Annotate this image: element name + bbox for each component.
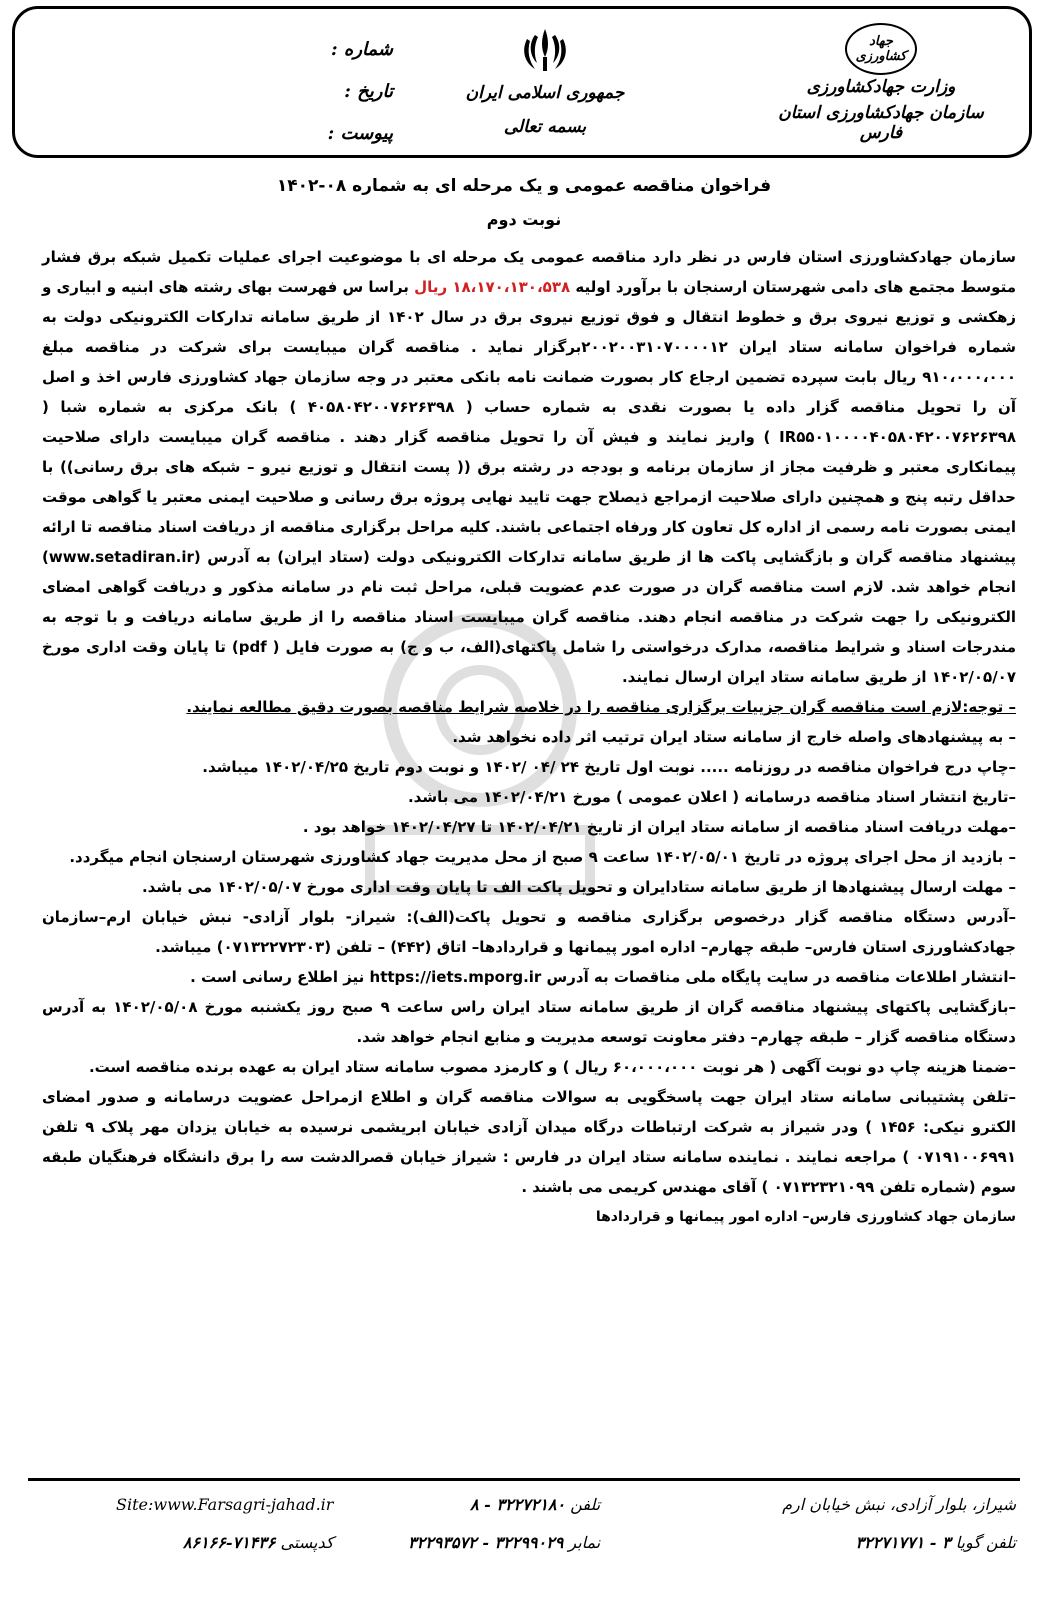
list-item: –انتشار اطلاعات مناقصه در سایت پایگاه ملی مناقصات به آدرس https://iets.mporg.ir نیز اطلاع رسانی است . (190, 968, 1016, 986)
footer-phone-col (408, 1488, 600, 1564)
organization-name: سازمان جهادکشاورزی استان فارس (778, 103, 984, 143)
list-item: – به پیشنهادهای واصله خارج از سامانه ستاد ایران ترتیب اثر داده نخواهد شد. (452, 728, 1016, 746)
number-label: شماره : (330, 39, 393, 60)
ministry-block (761, 23, 1001, 143)
list-item: – مهلت ارسال پیشنهادها از طریق سامانه ستادایران و تحویل پاکت الف تا پایان وقت اداری مورخ ۱۴۰۲/۰۵/۰۷ می باشد. (141, 878, 1016, 896)
estimate-amount: ۱۸،۱۷۰،۱۳۰،۵۳۸ ریال (414, 278, 571, 296)
iran-emblem-icon (521, 25, 569, 75)
signature-line: سازمان جهاد کشاورزی فارس– اداره امور پیمانها و قراردادها (595, 1209, 1016, 1225)
note-line: – توجه:لازم است مناقصه گران جزییات برگزاری مناقصه را در خلاصه شرایط مناقصه بصورت دقیق مطالعه نمایند. (186, 698, 1016, 716)
ministry-logo: جهاد کشاورزی (845, 23, 917, 75)
country-name: جمهوری اسلامی ایران (465, 83, 625, 103)
document-title: فراخوان مناقصه عمومی و یک مرحله ای به شماره ۰۸-۱۴۰۲ (276, 176, 772, 196)
list-item: –مهلت دریافت اسناد مناقصه از سامانه ستاد ایران از تاریخ ۱۴۰۲/۰۴/۲۱ تا ۱۴۰۲/۰۴/۲۷ خواهد بود . (302, 818, 1016, 836)
date-label: تاریخ : (344, 81, 393, 102)
footer-site-col (116, 1488, 333, 1564)
list-item: – بازدید از محل اجرای پروژه در تاریخ ۱۴۰۲/۰۵/۰۱ ساعت ۹ صبح از محل مدیریت جهاد کشاورزی شهرستان ارسنجان انجام میگردد. (69, 848, 1016, 866)
intro-paragraph: سازمان جهادکشاورزی استان فارس در نظر دارد مناقصه عمومی یک مرحله ای با موضوعیت اجرای عملیات تکمیل شبکه برق فشار متوسط مجتمع های دامی شهرستان ارسنجان با برآورد اولیه ۱۸،۱۷۰،۱۳۰،۵۳۸ ریال براسا س فهرست بهای رشته های ابنیه و ابیاری و زهکشی و توزیع نیروی برق و خطوط انتقال و فوق توزیع نیروی برق در سال ۱۴۰۲ از طریق سامانه تدارکات الکترونیکی دولت به شماره فراخوان سامانه ستاد ایران ۲۰۰۲۰۰۳۱۰۷۰۰۰۰۱۲برگزار نماید . مناقصه گران میبایست برای شرکت در مناقصه مبلغ ۹۱۰،۰۰۰،۰۰۰ ریال بابت سپرده تضمین ارجاع کار بصورت ضمانت نامه بانکی معتبر در وجه سازمان جهاد کشاورزی فارس اخذ و اصل آن را تحویل مناقصه گزار داده یا بصورت نقدی به شماره حساب ( ۴۰۵۸۰۴۲۰۰۷۶۲۶۳۹۸ ) بانک مرکزی به شماره شبا ( IR۵۵۰۱۰۰۰۰۴۰۵۸۰۴۲۰۰۷۶۲۶۳۹۸ ) واریز نمایند و فیش آن را تحویل مناقصه گزار دهند . مناقصه گران میبایست دارای صلاحیت پیمانکاری معتبر و ظرفیت مجاز از سازمان برنامه و بودجه در رشته برق (( پست انتقال و توزیع نیرو – شبکه های برق رسانی)) با حداقل رتبه پنج و همچنین دارای صلاحیت ازمراجع ذیصلاح جهت تایید نهایی پروژه برق رسانی و صلاحیت ایمنی معتبر یا گواهی موقت ایمنی بصورت نامه رسمی از اداره کل تعاون کار ورفاه اجتماعی باشند. کلیه مراحل برگزاری مناقصه از دریافت اسناد مناقصه تا ارائه پیشنهاد مناقصه گران و بازگشایی پاکت ها از طریق سامانه تدارکات الکترونیکی دولت (ستاد ایران) به آدرس (www.setadiran.ir) انجام خواهد شد. لازم است مناقصه گران در صورت عدم عضویت قبلی، مراحل ثبت نام در سامانه مذکور و دریافت گواهی امضای الکترونیکی را جهت شرکت در مناقصه انجام دهند. مناقصه گران میبایست اسناد مناقصه را از طریق سامانه دریافت و با توجه به مندرجات اسناد و شرایط مناقصه، مدارک درخواستی را شامل پاکتهای(الف، ب و ج) به صورت فایل ( pdf) تا پایان وقت اداری مورخ ۱۴۰۲/۰۵/۰۷ از طریق سامانه ستاد ایران ارسال نمایند. (42, 248, 1017, 686)
footer-phone-short: تلفن گویا ۳ - ۳۲۲۷۱۷۷۱ (855, 1533, 1016, 1552)
list-item: –تلفن پشتیبانی سامانه ستاد ایران جهت پاسخگویی به سوالات مناقصه گران و اطلاع ازمراحل عضویت درسامانه و صدور امضای الکترو نیکی: ۱۴۵۶ ) ودر شیراز به شرکت ارتباطات درگاه میدان آزادی خیابان ابریشمی نرسیده به خیابان یزدان مهر پلاک ۹ تلفن ۰۷۱۹۱۰۰۶۹۹۱ ) مراجعه نمایند . نماینده سامانه ستاد ایران در فارس : شیراز خیابان قصرالدشت سه را برق دانشگاه فرهنگیان طبقه سوم (شماره تلفن ۰۷۱۳۲۳۲۱۰۹۹ ) آقای مهندس کریمی می باشند . (42, 1088, 1016, 1196)
footer-site[interactable]: Site:www.Farsagri-jahad.ir (116, 1495, 334, 1514)
letterhead-frame (12, 6, 1032, 158)
letter-footer (28, 1488, 1020, 1598)
list-item: –ضمنا هزینه چاپ دو نوبت آگهی ( هر نوبت ۶۰،۰۰۰،۰۰۰ ریال ) و کارمزد مصوب سامانه ستاد ایران به عهده برنده مناقصه است. (88, 1058, 1016, 1076)
invocation: بسمه تعالی (503, 117, 587, 137)
list-item: –آدرس دستگاه مناقصه گزار درخصوص برگزاری مناقصه و تحویل پاکت(الف): شیراز- بلوار آزادی- نبش خیابان ارم–سازمان جهادکشاورزی استان فارس– طبقه چهارم– اداره امور پیمانها و قراردادها– اتاق (۴۴۲) – تلفن (۰۷۱۳۲۲۷۲۳۰۳) میباشد. (42, 908, 1016, 956)
list-item: –چاپ درج فراخوان مناقصه در روزنامه ..... نوبت اول تاریخ ۲۴ /۰۴ /۱۴۰۲ و نوبت دوم تاریخ ۱۴۰۲/۰۴/۲۵ میباشد. (202, 758, 1016, 776)
footer-fax: نمابر ۳۲۲۹۹۰۲۹ - ۳۲۲۹۳۵۷۲ (408, 1533, 601, 1552)
list-item: –تاریخ انتشار اسناد مناقصه درسامانه ( اعلان عمومی ) مورخ ۱۴۰۲/۰۴/۲۱ می باشد. (407, 788, 1016, 806)
footer-address: شیراز، بلوار آزادی، نبش خیابان ارم (782, 1495, 1016, 1514)
document-subtitle: نوبت دوم (486, 210, 562, 229)
attachment-label: پیوست : (327, 123, 393, 144)
ministry-name: وزارت جهادکشاورزی (806, 77, 956, 97)
center-heading (445, 25, 645, 137)
list-item: –بازگشایی پاکتهای پیشنهاد مناقصه گران از طریق سامانه ستاد ایران راس ساعت ۹ صبح روز یکشنبه مورخ ۱۴۰۲/۰۵/۰۸ به آدرس دستگاه مناقصه گزار – طبقه چهارم– دفتر معاونت توسعه مدیریت و منابع انجام خواهد شد. (42, 998, 1016, 1046)
footer-phone: تلفن ۳۲۲۷۲۱۸۰ - ۸ (469, 1495, 601, 1514)
footer-address-col (782, 1488, 1016, 1564)
letter-meta (303, 39, 393, 165)
tender-body (42, 242, 1016, 1232)
footer-divider (28, 1478, 1020, 1481)
footer-postal: کدپستی ۷۱۴۳۶-۸۶۱۶۶ (182, 1533, 334, 1552)
